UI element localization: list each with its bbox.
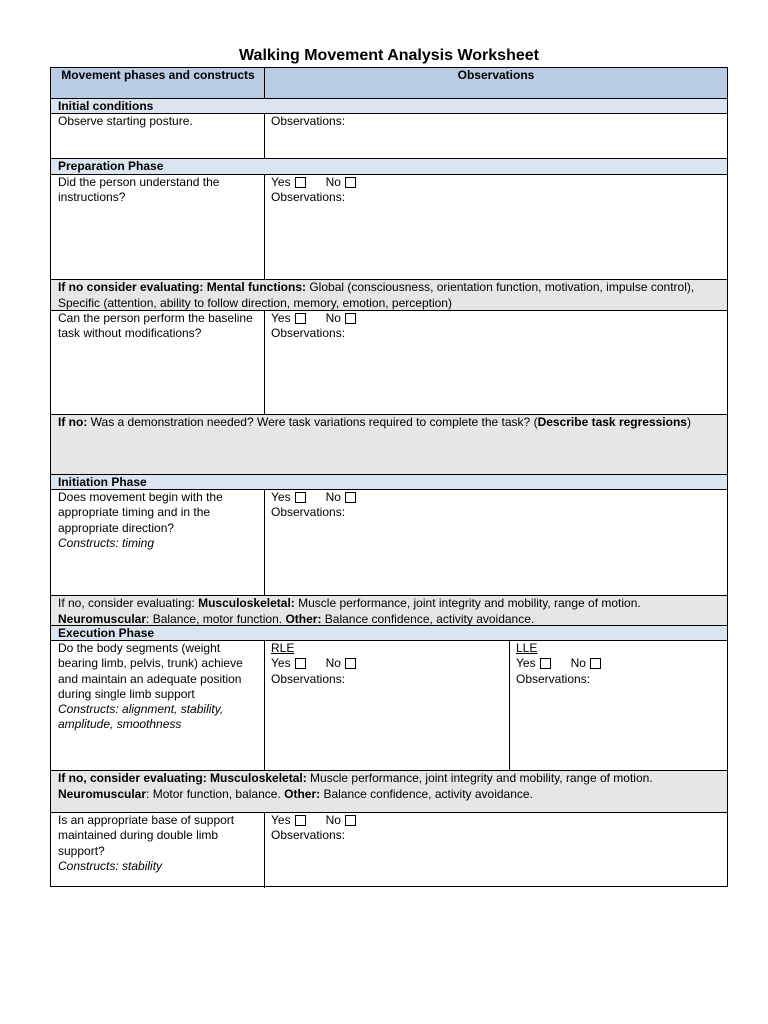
execution-evaluation-note [51, 771, 727, 813]
question-starting-posture: Observe starting posture. [51, 114, 265, 158]
rle-cell [265, 641, 510, 770]
yes-label: Yes [271, 813, 291, 827]
neuromuscular-text: : Balance, motor function. [146, 611, 286, 626]
no-label: No [325, 175, 341, 189]
neuromuscular-lead: Neuromuscular [58, 786, 147, 801]
note-text: Was a demonstration needed? Were task variations required to complete the task? ( [87, 415, 538, 429]
observations-label: Observations: [271, 114, 346, 128]
header-observations: Observations [457, 68, 535, 82]
other-lead: Other: [284, 786, 321, 801]
table-row [51, 641, 727, 771]
observations-label: Observations: [516, 671, 591, 686]
other-text: Balance confidence, activity avoidance. [320, 786, 533, 801]
yes-label: Yes [271, 656, 291, 671]
note-prefix: If no, consider evaluating: [58, 596, 199, 610]
yes-label: Yes [271, 311, 291, 325]
no-label: No [325, 311, 341, 325]
question-base-support: Is an appropriate base of support maintained during double limb support? [58, 813, 235, 858]
table-row [51, 311, 727, 415]
no-label: No [325, 813, 341, 827]
other-lead: Other: [285, 611, 322, 626]
observations-label: Observations: [271, 190, 346, 205]
rle-label: RLE [271, 641, 295, 655]
observations-label: Observations: [271, 671, 346, 686]
table-row [51, 813, 727, 888]
other-text: Balance confidence, activity avoidance. [321, 611, 535, 626]
note-lead: If no, consider evaluating: Musculoskeletal: [58, 771, 307, 785]
section-execution-phase: Execution Phase [51, 626, 727, 641]
construct-timing: Constructs: timing [58, 535, 155, 550]
lle-label: LLE [516, 641, 538, 655]
note-close: ) [686, 415, 691, 429]
yes-label: Yes [516, 656, 536, 671]
initiation-evaluation-note [51, 596, 727, 626]
observations-label: Observations: [271, 505, 346, 520]
observations-label: Observations: [271, 828, 346, 843]
observations-label: Observations: [271, 326, 346, 341]
construct-segments: Constructs: alignment, stability, amplitude, smoothness [58, 702, 224, 732]
musculoskeletal-lead: Musculoskeletal: [198, 596, 295, 610]
no-label: No [325, 656, 341, 671]
lle-cell [510, 641, 727, 770]
neuromuscular-lead: Neuromuscular [58, 611, 147, 626]
no-label: No [325, 490, 341, 504]
question-timing: Does movement begin with the appropriate timing and in the appropriate direction? [58, 490, 223, 535]
note-text: Global (consciousness, orientation function, motivation, impulse control), Specific (attention, ability to follow direction, memory, emotion, perception) [58, 280, 695, 310]
table-header [51, 68, 727, 99]
table-row [51, 175, 727, 280]
note-lead: If no: [58, 415, 88, 429]
yes-checkbox[interactable] [295, 815, 306, 826]
no-checkbox[interactable] [345, 177, 356, 188]
worksheet-table [50, 67, 728, 887]
construct-base-support: Constructs: stability [58, 858, 163, 873]
page-title: Walking Movement Analysis Worksheet [239, 47, 539, 64]
musculoskeletal-text: Muscle performance, joint integrity and mobility, range of motion. [294, 596, 641, 610]
mental-functions-note [51, 280, 727, 311]
no-checkbox[interactable] [345, 492, 356, 503]
yes-label: Yes [271, 175, 291, 189]
section-initiation-phase: Initiation Phase [51, 475, 727, 490]
question-understand: Did the person understand the instructions? [51, 175, 265, 279]
lle-yes-checkbox[interactable] [540, 658, 551, 669]
no-label: No [570, 656, 586, 671]
section-initial-conditions: Initial conditions [51, 99, 727, 114]
yes-checkbox[interactable] [295, 313, 306, 324]
yes-checkbox[interactable] [295, 492, 306, 503]
demonstration-note [51, 415, 727, 475]
table-row [51, 490, 727, 596]
question-baseline: Can the person perform the baseline task without modifications? [51, 311, 265, 414]
header-phases: Movement phases and constructs [51, 68, 265, 98]
no-checkbox[interactable] [345, 313, 356, 324]
rle-yes-checkbox[interactable] [295, 658, 306, 669]
neuromuscular-text: : Motor function, balance. [146, 786, 285, 801]
yes-label: Yes [271, 490, 291, 504]
yes-checkbox[interactable] [295, 177, 306, 188]
musculoskeletal-text: Muscle performance, joint integrity and mobility, range of motion. [306, 771, 653, 785]
rle-no-checkbox[interactable] [345, 658, 356, 669]
lle-no-checkbox[interactable] [590, 658, 601, 669]
section-preparation-phase: Preparation Phase [51, 159, 727, 175]
note-bold-end: Describe task regressions [537, 415, 687, 429]
no-checkbox[interactable] [345, 815, 356, 826]
question-segments: Do the body segments (weight bearing limb, pelvis, trunk) achieve and maintain an adequate position during single limb support [58, 641, 243, 701]
table-row [51, 114, 727, 159]
note-lead: If no consider evaluating: Mental functions: [58, 280, 307, 294]
